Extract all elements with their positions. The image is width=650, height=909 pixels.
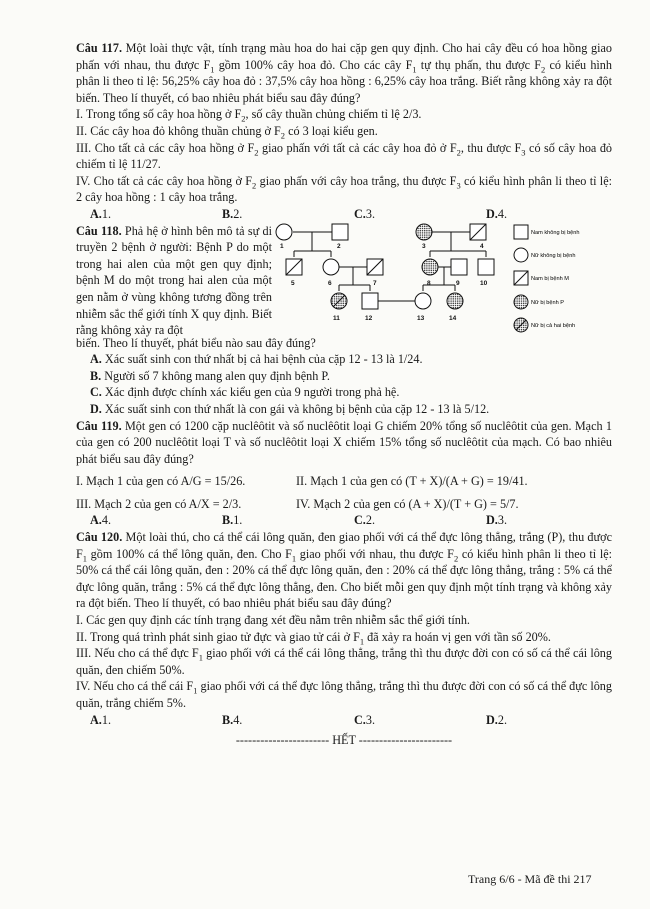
legend-female-both: Nữ bị cả hai bệnh: [531, 322, 576, 329]
pedigree-label: 10: [480, 279, 488, 287]
q119-options: [76, 512, 612, 529]
q120-option-b[interactable]: B.4.: [222, 712, 243, 727]
pedigree-label: 5: [291, 279, 295, 287]
pedigree-label: 6: [328, 279, 332, 287]
q120-statement-4: IV. Nếu cho cá thể cái $F_1$ giao phối với cá thể đực lông thẳng, trắng thì thu được đời con có số cá thể đực lông quăn, trắng chiếm 5%.: [76, 679, 612, 710]
q120-statement-2: II. Trong quá trình phát sinh giao tử đực và giao tử cái ở $F_1$ đã xảy ra hoán vị gen với tần số 20%.: [76, 629, 551, 647]
q119-option-c[interactable]: C.2.: [354, 513, 375, 528]
q119-statement-3: III. Mạch 2 của gen có A/X = 2/3.: [76, 496, 242, 511]
q119-statement-1: I. Mạch 1 của gen có A/G = 15/26.: [76, 474, 246, 489]
pedigree-individual-14: [447, 293, 463, 309]
legend-female-p-symbol: [514, 295, 528, 309]
pedigree-label: 1: [280, 242, 284, 250]
pedigree-label: 11: [333, 314, 340, 322]
q120-statement-3: III. Nếu cho cá thể đực $F_1$ giao phối với cá thể cái lông thẳng, trắng thì thu được đời con có số cá thể cái lông quăn, đen chiếm 50%.: [76, 646, 612, 677]
q119-row-2: [76, 496, 612, 513]
exam-page: [76, 40, 612, 749]
pedigree-diagram: [274, 223, 614, 351]
q117-option-b[interactable]: B.2.: [222, 206, 243, 221]
question-118: [76, 223, 612, 351]
q120-option-a[interactable]: A.1.: [90, 712, 111, 727]
pedigree-label: 13: [417, 314, 425, 322]
legend-female-unaffected-symbol: [514, 248, 528, 262]
q117-option-a[interactable]: A.1.: [90, 206, 111, 221]
q117-option-c[interactable]: C.3.: [354, 206, 375, 221]
q118-option-b[interactable]: B. Người số 7 không mang alen quy định bệnh P.: [90, 368, 330, 383]
pedigree-individual-13: [415, 293, 431, 309]
q117-options: [76, 206, 612, 223]
q118-options: [76, 351, 612, 417]
pedigree-individual-2: [332, 224, 348, 240]
q118-intro: Câu 118. Phả hệ ở hình bên mô tả sự di truyền 2 bệnh ở người: Bệnh P do một trong hai alen của một gen quy định; bệnh M do một trong hai alen của một gen nằm ở vùng không tương đồng trên nhiễm sắc thể giới tính X quy định. Biết rằng không xảy ra đột: [76, 223, 272, 338]
q117-intro: Câu 117. Một loài thực vật, tính trạng màu hoa do hai cặp gen quy định. Cho hai cây đều có hoa hồng giao phấn với nhau, thu được $F_1$ gồm 100% cây hoa đỏ. Cho các cây $F_1$ tự thụ phấn, thu được $F_2$ có kiểu hình phân li theo tỉ lệ: 56,25% cây hoa đỏ : 37,5% cây hoa hồng : 6,25% cây hoa trắng. Biết rằng không xảy ra đột biến. Theo lí thuyết, có bao nhiêu phát biểu sau đây đúng?: [76, 41, 612, 105]
pedigree-label: 3: [422, 242, 426, 250]
q118-intro-cont: biến. Theo lí thuyết, phát biểu nào sau đây đúng?: [76, 335, 316, 350]
legend-male-unaffected-symbol: [514, 225, 528, 239]
pedigree-individual-8: [422, 259, 438, 275]
question-117: [76, 40, 612, 223]
q119-row-1: [76, 473, 612, 490]
q118-option-a[interactable]: A. Xác suất sinh con thứ nhất bị cả hai bệnh của cặp 12 - 13 là 1/24.: [90, 352, 423, 367]
pedigree-label: 12: [365, 314, 373, 322]
legend-male-m: Nam bị bệnh M: [531, 275, 569, 282]
pedigree-individual-3: [416, 224, 432, 240]
q120-options: [76, 712, 612, 729]
q120-intro: Câu 120. Một loài thú, cho cá thể cái lông quăn, đen giao phối với cá thể đực lông thẳng, trắng (P), thu được $F_1$ gồm 100% cá thể lông quăn, đen. Cho $F_1$ giao phối với nhau, thu được $F_2$ có kiểu hình phân li theo tỉ lệ: 50% cá thể cái lông quăn, đen : 20% cá thể đực lông quăn, đen : 20% cá thể đực lông thẳng, trắng : 5% cá thể đực lông quăn, trắng : 5% cá thể đực lông thẳng, đen. Cho biết mỗi gen quy định một tính trạng và không xảy ra đột biến. Theo lí thuyết, có bao nhiêu phát biểu sau đây đúng?: [76, 530, 613, 611]
q119-statement-4: IV. Mạch 2 của gen có (A + X)/(T + G) = 5/7.: [296, 496, 519, 511]
pedigree-individual-9: [451, 259, 467, 275]
q117-statement-3: III. Cho tất cả các cây hoa hồng ở $F_2$ giao phấn với tất cả các cây hoa đỏ ở $F_2$, thu được $F_3$ có số cây hoa đỏ chiếm tỉ lệ 11/27.: [76, 140, 613, 172]
page-footer: Trang 6/6 - Mã đề thi 217: [468, 872, 592, 886]
q118-option-d[interactable]: D. Xác suất sinh con thứ nhất là con gái và không bị bệnh của cặp 12 - 13 là 5/12.: [90, 401, 490, 416]
legend-male-unaffected: Nam không bị bệnh: [531, 229, 580, 236]
pedigree-individual-10: [478, 259, 494, 275]
legend-female-p: Nữ bị bệnh P: [531, 299, 564, 306]
pedigree-individual-12: [362, 293, 378, 309]
q120-statement-1: I. Các gen quy định các tính trạng đang xét đều nằm trên nhiễm sắc thể giới tính.: [76, 613, 470, 628]
q119-option-b[interactable]: B.1.: [222, 513, 243, 528]
legend-female-unaffected: Nữ không bị bệnh: [531, 252, 576, 259]
q120-option-c[interactable]: C.3.: [354, 712, 375, 727]
q119-intro: Câu 119. Một gen có 1200 cặp nuclêôtit và số nuclêôtit loại G chiếm 20% tổng số nuclêôtit của gen. Mạch 1 của gen có 200 nuclêôtit loại T và số nuclêôtit loại X chiếm 15% tổng số nuclêôtit của mạch. Có bao nhiêu phát biểu sau đây đúng?: [76, 418, 612, 466]
pedigree-label: 8: [427, 279, 431, 287]
q119-option-a[interactable]: A.4.: [90, 513, 111, 528]
q117-option-d[interactable]: D.4.: [486, 206, 507, 221]
pedigree-individual-6: [323, 259, 339, 275]
q119-statement-2: II. Mạch 1 của gen có (T + X)/(A + G) = 19/41.: [296, 474, 528, 489]
pedigree-label: 2: [337, 242, 341, 250]
q117-statement-1: I. Trong tổng số cây hoa hồng ở $F_2$, số cây thuần chủng chiếm tỉ lệ 2/3.: [76, 107, 422, 124]
q117-statement-4: IV. Cho tất cả các cây hoa hồng ở $F_2$ giao phấn với cây hoa trắng, thu được $F_3$ có kiểu hình phân li theo tỉ lệ: 2 cây hoa hồng : 1 cây hoa trắng.: [76, 173, 612, 205]
end-line: ----------------------- HẾT -----------------------: [235, 733, 453, 748]
q120-option-d[interactable]: D.2.: [486, 712, 507, 727]
question-120: [76, 529, 612, 728]
pedigree-label: 7: [373, 279, 377, 287]
question-119: [76, 418, 612, 530]
pedigree-label: 14: [449, 314, 457, 322]
pedigree-individual-1: [276, 224, 292, 240]
q119-option-d[interactable]: D.3.: [486, 513, 507, 528]
pedigree-label: 9: [456, 279, 460, 287]
pedigree-label: 4: [480, 242, 484, 250]
q117-statement-2: II. Các cây hoa đỏ không thuần chủng ở $F_2$ có 3 loại kiểu gen.: [76, 123, 378, 141]
q118-option-c[interactable]: C. Xác định được chính xác kiểu gen của 9 người trong phả hệ.: [90, 385, 400, 400]
